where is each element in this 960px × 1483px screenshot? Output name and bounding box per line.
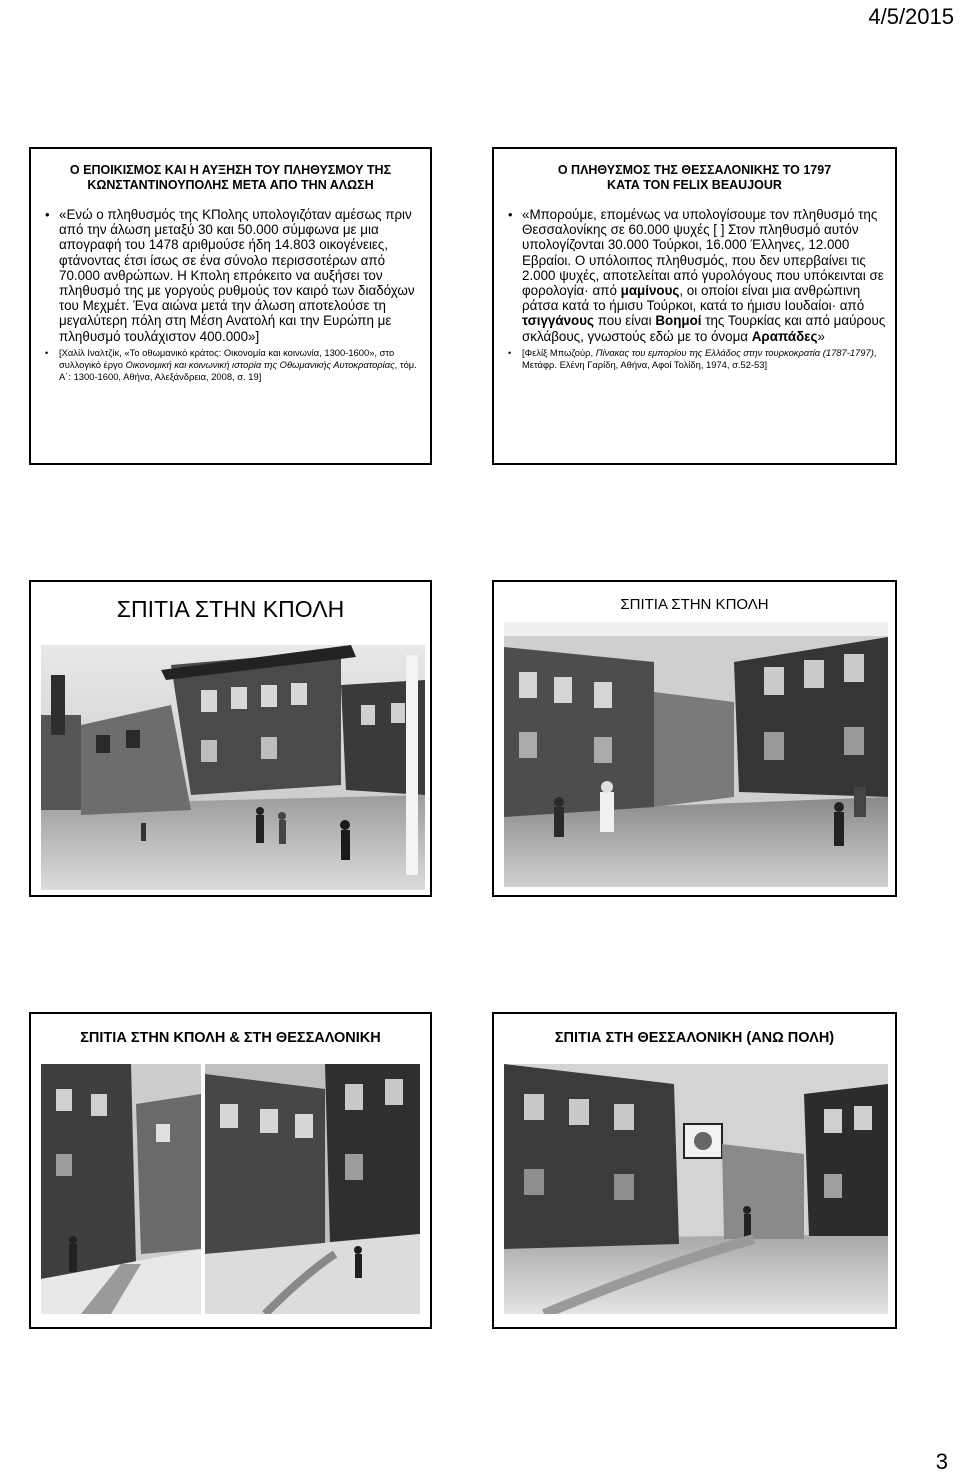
reference-text [522, 347, 887, 371]
street-photo [504, 622, 888, 887]
bold-term-maminoi: μαμίνους [620, 283, 680, 299]
street-photo [41, 645, 425, 890]
bullet-list [45, 207, 422, 383]
bullet-text-part-4: της Τουρκίας και από μαύρους σκλάβους, γνωστούς εδώ με το όνομα [522, 313, 886, 344]
slide-title: ΣΠΙΤΙΑ ΣΤΗ ΘΕΣΣΑΛΟΝΙΚΗ (ΑΝΩ ΠΟΛΗ) [554, 1030, 835, 1046]
street-photo [504, 1064, 888, 1314]
slide-title: ΣΠΙΤΙΑ ΣΤΗΝ ΚΠΟΛΗ & ΣΤΗ ΘΕΣΣΑΛΟΝΙΚΗ [80, 1030, 381, 1046]
page-number: 3 [935, 1449, 948, 1474]
slide-title-line-1: Ο ΕΠΟΙΚΙΣΜΟΣ ΚΑΙ Η ΑΥΞΗΣΗ ΤΟΥ ΠΛΗΘΥΣΜΟΥ ΤΗΣ [69, 163, 392, 177]
bullet-dot-icon: • [508, 347, 512, 358]
bullet-text: «Ενώ ο πληθυσμός της ΚΠολης υπολογιζόταν αμέσως πριν από την άλωση μεταξύ 30 και 50.000 σύμφωνα με μια απογραφή του 1478 αριθμούσε ήδη 14.803 οικογένειες, φτάνοντας έτσι ίσως σε ένα σύνολο περισσοτέρων από 70.000 ανθρώπων. Η Κπολη επρόκειτο να αυξήσει τον πληθυσμό της με γοργούς ρυθμούς τον καιρό των διαδόχων του Μεχμέτ. Ένα αιώνα μετά την άλωση αποτελούσε τη μεγαλύτερη πόλη στη Μέση Ανατολή και την Ευρώπη με πληθυσμό τουλάχιστον 400.000»] [59, 207, 415, 344]
bold-term-arapades: Αραπάδες [751, 328, 818, 344]
bullet-dot-icon: • [45, 347, 49, 358]
street-photo-right [205, 1064, 420, 1314]
reference-text-part-2: , Μετάφρ. Ελένη Γαρίδη, Αθήνα, Αφοί Τολίδη, 1974, σ.52-53] [522, 346, 877, 370]
header-date: 4/5/2015 [868, 4, 954, 29]
slide-population-thessaloniki [492, 147, 897, 465]
reference-book-title: Οικονομική και κοινωνική ιστορία της Οθωμανικής Αυτοκρατορίας [125, 358, 395, 370]
reference-text-part-2: , τόμ. Α΄: 1300-1600, Αθήνα, Αλεξάνδρεια, 2008, σ. 19] [59, 358, 417, 382]
bullet-dot-icon: • [45, 207, 50, 222]
slide-title: ΣΠΙΤΙΑ ΣΤΗΝ ΚΠΟΛΗ [116, 596, 345, 622]
slide-title [500, 163, 889, 193]
reference-text [59, 347, 422, 383]
bullet-item [45, 207, 422, 344]
slide-title-line-2: ΚΑΤΑ ΤΟΝ FELIX BEAUJOUR [607, 178, 782, 192]
slide-title-line-2: ΚΩΝΣΤΑΝΤΙΝΟΥΠΟΛΗΣ ΜΕΤΑ ΑΠΟ ΤΗΝ ΑΛΩΣΗ [87, 178, 374, 192]
bold-term-vohmoi: Βοημοί [655, 313, 702, 329]
slide-houses-thessaloniki-upper-town [492, 1012, 897, 1329]
slide-houses-constantinople-1 [29, 580, 432, 897]
reference-text-part-1: [Φελίξ Μπωζούρ, [522, 346, 596, 358]
bullet-text [522, 207, 887, 344]
slide-houses-constantinople-thessaloniki [29, 1012, 432, 1329]
bullet-item [508, 207, 887, 344]
reference-book-title: Πίνακας του εμπορίου της Ελλάδος στην τουρκοκρατία (1787-1797) [595, 346, 874, 358]
bullet-text-part-5: » [817, 328, 825, 344]
slide-title: ΣΠΙΤΙΑ ΣΤΗΝ ΚΠΟΛΗ [620, 596, 769, 613]
slide-title [37, 163, 424, 193]
reference-item [508, 347, 887, 371]
slide-title-line-1: Ο ΠΛΗΘΥΣΜΟΣ ΤΗΣ ΘΕΣΣΑΛΟΝΙΚΗΣ ΤΟ 1797 [557, 163, 832, 177]
bullet-text-part-1: «Μπορούμε, επομένως να υπολογίσουμε τον πληθυσμό της Θεσσαλονίκης σε 60.000 ψυχές [ ] Στον πληθυσμό αυτόν υπολογίζονται 30.000 Τούρκοι, 16.000 Έλληνες, 12.000 Εβραίοι. Ο υπόλοιπος πληθυσμός, που δεν υπερβαίνει τις 2.000 ψυχές, αποτελείται από γυρολόγους που υπόκεινται σε φορολογία· από [522, 207, 884, 299]
street-photo-left [41, 1064, 201, 1314]
bullet-dot-icon: • [508, 207, 513, 222]
reference-item [45, 347, 422, 383]
slide-population-constantinople [29, 147, 432, 465]
reference-text-part-1: [Χαλίλ Ιναλτζίκ, «Το οθωμανικό κράτος: Οικονομία και κοινωνία, 1300-1600», στο συλλογικό έργο [59, 346, 395, 370]
bullet-list [508, 207, 887, 371]
slide-houses-constantinople-2 [492, 580, 897, 897]
bullet-text-part-3: που είναι [594, 313, 656, 329]
bullet-text-part-2: , οι οποίοι είναι μια ανθρώπινη ράτσα κατά το ήμισυ Τούρκοι, κατά το ήμισυ Ιουδαίοι· από [522, 283, 865, 314]
bold-term-tsiganoi: τσιγγάνους [522, 313, 594, 329]
